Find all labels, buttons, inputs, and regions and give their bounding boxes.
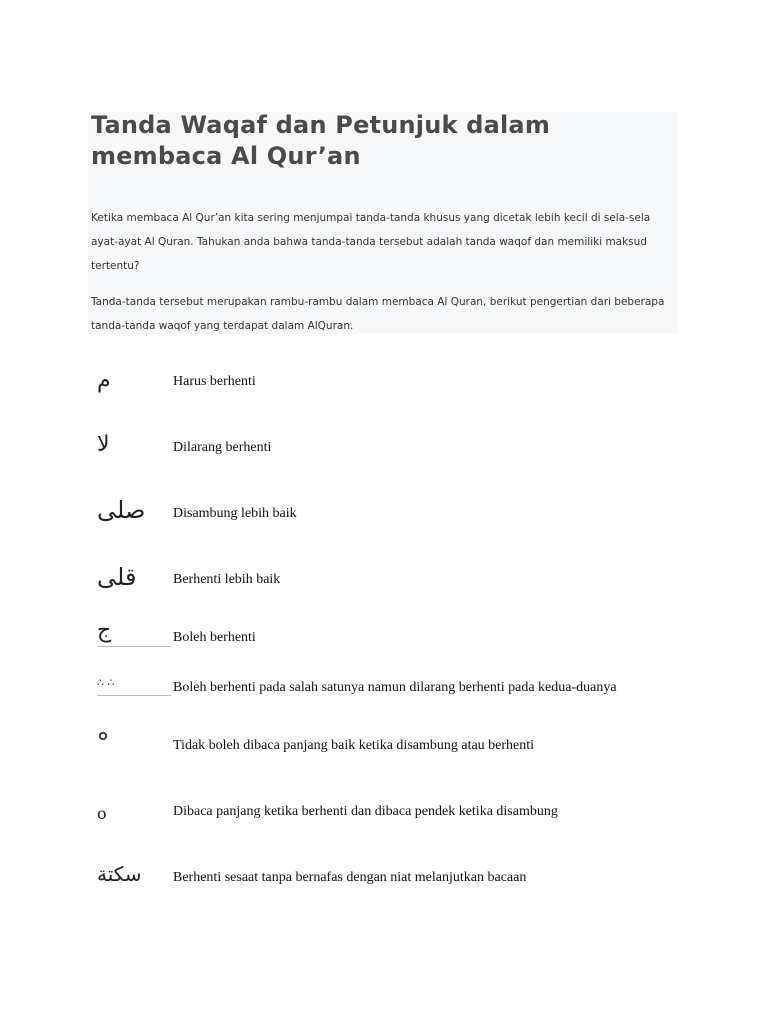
waqaf-sign-small-circle	[97, 730, 171, 745]
intro-paragraph: Ketika membaca Al Qur’an kita sering menjumpai tanda-tanda khusus yang dicetak lebih kecil di sela-sela ayat-ayat Al Quran. Tahukan anda bahwa tanda-tanda tersebut adalah tanda waqof dan memiliki maksud tertentu?	[91, 212, 651, 272]
waqaf-sign-saktah: سكتة	[97, 862, 142, 886]
waqaf-sign-la: لا	[97, 432, 110, 457]
sign-meaning: Dilarang berhenti	[173, 440, 272, 455]
sign-meaning: Disambung lebih baik	[173, 506, 297, 521]
sign-meaning: Boleh berhenti pada salah satunya namun dilarang berhenti pada kedua-duanya	[173, 680, 617, 695]
waqaf-sign-circle: o	[97, 804, 107, 823]
sign-meaning: Boleh berhenti	[173, 630, 256, 645]
waqaf-sign-muanaqah: ∴ ∴	[97, 676, 171, 696]
waqaf-sign-sholi: صلى	[97, 496, 146, 524]
waqaf-sign-qoli: قلى	[97, 563, 137, 591]
waqaf-sign-jim: ج	[97, 618, 171, 647]
intro-paragraph-2: Tanda-tanda tersebut merupakan rambu-rambu dalam membaca Al Quran, berikut pengertian dari beberapa tanda-tanda waqof yang terdapat dalam AlQuran.	[91, 296, 665, 332]
waqaf-sign-mim: م	[97, 368, 111, 393]
sign-meaning: Berhenti lebih baik	[173, 572, 281, 587]
sign-meaning: Tidak boleh dibaca panjang baik ketika disambung atau berhenti	[173, 738, 535, 753]
page-title: Tanda Waqaf dan Petunjuk dalam membaca Al Qur’an	[91, 111, 551, 170]
sign-meaning: Harus berhenti	[173, 374, 256, 389]
sign-meaning: Berhenti sesaat tanpa bernafas dengan niat melanjutkan bacaan	[173, 870, 527, 885]
sign-meaning: Dibaca panjang ketika berhenti dan dibaca pendek ketika disambung	[173, 804, 558, 819]
small-circle-icon	[97, 730, 109, 742]
